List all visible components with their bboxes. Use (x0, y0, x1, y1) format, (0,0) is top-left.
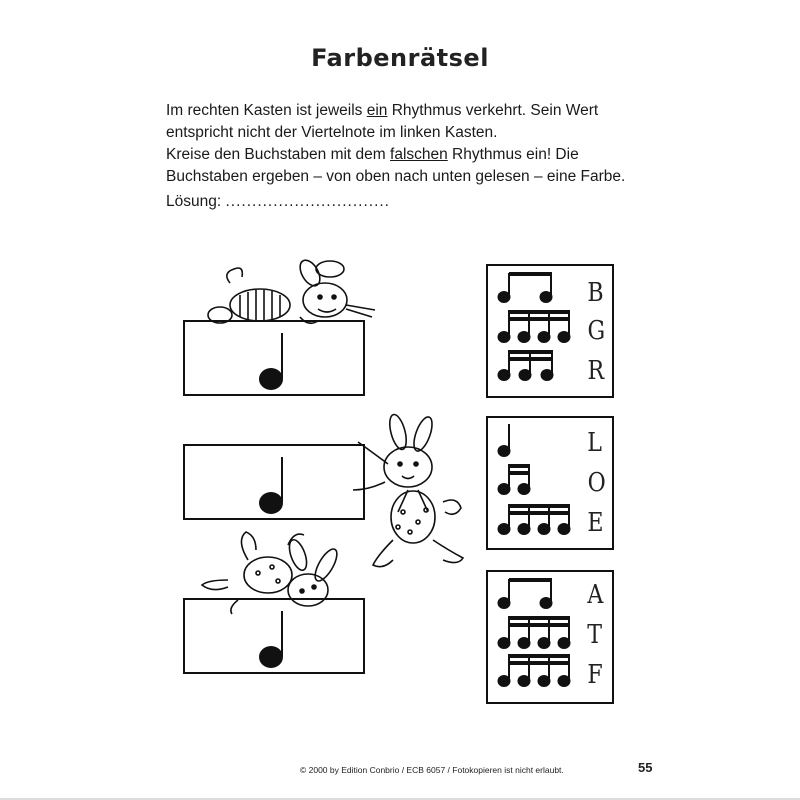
instruction-text: Im rechten Kasten ist jeweils (166, 102, 367, 119)
puzzle-letter[interactable]: R (587, 356, 605, 386)
puzzle-letter[interactable]: E (587, 508, 604, 538)
rhythm-four-sixteenths[interactable] (498, 616, 571, 649)
instruction-text: Rhythmus verkehrt. Sein Wert (387, 102, 599, 119)
quarter-note-icon (252, 454, 292, 516)
instruction-text: Kreise den Buchstaben mit dem (166, 146, 391, 163)
rhythm-group-3 (495, 574, 575, 700)
rhythm-four-sixteenths[interactable] (498, 310, 571, 343)
rhythm-four-sixteenths[interactable] (498, 654, 571, 687)
page-title: Farbenrätsel (311, 44, 489, 72)
puzzle-letter[interactable]: G (587, 316, 606, 346)
rhythm-four-sixteenths[interactable] (498, 504, 571, 535)
rhythm-two-eighths[interactable] (498, 272, 553, 303)
rhythm-two-eighths[interactable] (498, 578, 553, 609)
puzzle-letter[interactable]: B (587, 278, 604, 308)
rhythm-group-1 (495, 268, 575, 394)
instruction-line-1 (166, 100, 666, 122)
instruction-emphasis: ein (366, 102, 388, 119)
rhythm-quarter-note[interactable] (498, 424, 511, 457)
copyright-footer: © 2000 by Edition Conbrio / ECB 6057 / Fotokopieren ist nicht erlaubt. (300, 765, 564, 775)
puzzle-letter[interactable]: F (587, 660, 603, 690)
solution-line[interactable] (166, 193, 390, 211)
instruction-line-2: entspricht nicht der Viertelnote im linken Kasten. (166, 124, 498, 141)
rhythm-three-eighths[interactable] (498, 350, 554, 381)
rhythm-two-sixteenths[interactable] (498, 464, 531, 495)
instruction-text: Rhythmus ein! Die (447, 146, 579, 163)
rabbit-illustration-1 (200, 255, 380, 335)
instruction-emphasis: falschen (390, 146, 448, 163)
puzzle-letter[interactable]: A (587, 580, 604, 610)
instructions (166, 100, 666, 188)
quarter-note-icon (252, 330, 292, 392)
page-number: 55 (638, 760, 653, 775)
instruction-line-4: Buchstaben ergeben – von oben nach unten gelesen – eine Farbe. (166, 168, 626, 185)
quarter-note-icon (252, 608, 292, 670)
rhythm-group-2 (495, 420, 575, 546)
rabbit-illustration-2 (348, 412, 473, 577)
rabbit-illustration-3 (198, 525, 343, 615)
solution-blank[interactable]: ............................... (225, 193, 390, 210)
puzzle-letter[interactable]: T (587, 620, 603, 650)
instruction-line-3 (166, 144, 666, 166)
solution-label: Lösung: (166, 193, 222, 210)
puzzle-letter[interactable]: L (587, 428, 602, 458)
puzzle-letter[interactable]: O (587, 468, 606, 498)
